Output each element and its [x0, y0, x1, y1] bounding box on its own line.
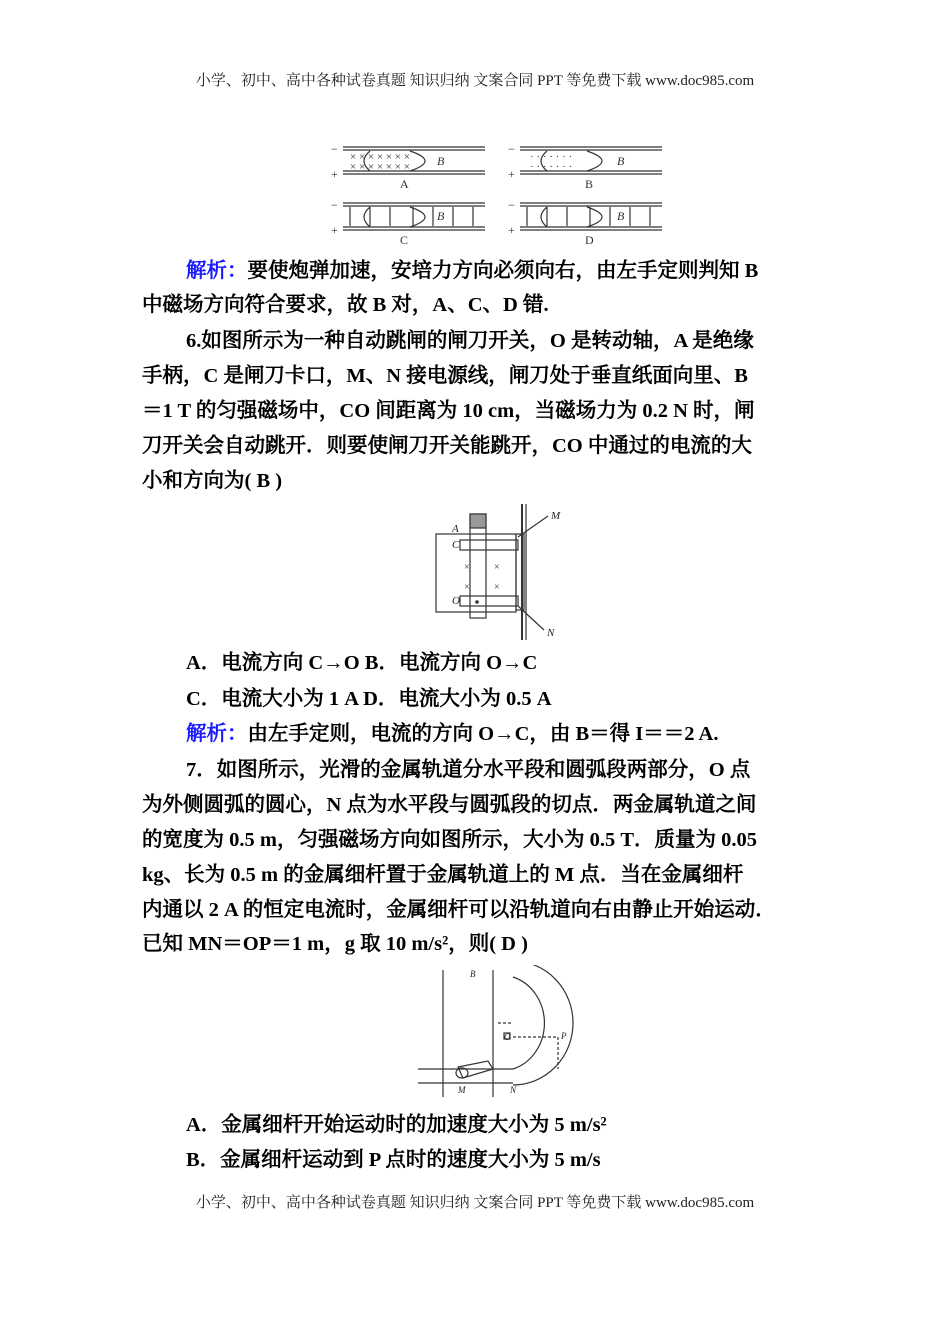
- svg-text:B: B: [437, 154, 445, 168]
- svg-text:× × × × × × ×: × × × × × × ×: [350, 161, 410, 173]
- question-line: 的宽度为 0.5 m，匀强磁场方向如图所示，大小为 0.5 T．质量为 0.05: [142, 829, 757, 851]
- svg-text:×: ×: [494, 582, 500, 593]
- question-line: 小和方向为( B ): [142, 470, 283, 492]
- page-footer: 小学、初中、高中各种试卷真题 知识归纳 文案合同 PPT 等免费下载 www.doc985.com: [195, 1195, 755, 1211]
- page-header: 小学、初中、高中各种试卷真题 知识归纳 文案合同 PPT 等免费下载 www.doc985.com: [195, 73, 755, 89]
- figure-knife-switch: [430, 502, 570, 642]
- question-line: ＝1 T 的匀强磁场中，CO 间距离为 10 cm，当磁场力为 0.2 N 时，闸: [142, 400, 755, 422]
- svg-text:B: B: [617, 154, 625, 168]
- question-line: kg、长为 0.5 m 的金属细杆置于金属轨道上的 M 点．当在金属细杆: [142, 864, 744, 886]
- svg-text:A: A: [400, 177, 409, 191]
- analysis-label: 解析：: [186, 723, 248, 745]
- svg-text:D: D: [585, 233, 594, 247]
- svg-text:B: B: [437, 209, 445, 223]
- option-line: B．金属细杆运动到 P 点时的速度大小为 5 m/s: [186, 1149, 601, 1171]
- option-line: A．金属细杆开始运动时的加速度大小为 5 m/s²: [186, 1114, 607, 1136]
- svg-text:+: +: [508, 223, 515, 237]
- svg-text:O: O: [504, 1032, 511, 1042]
- analysis-label: 解析：: [186, 260, 248, 282]
- svg-text:×: ×: [464, 582, 470, 593]
- svg-text:+: +: [331, 223, 338, 237]
- question-line: 为外侧圆弧的圆心，N 点为水平段与圆弧段的切点．两金属轨道之间: [142, 794, 757, 816]
- figure-rail-options: [325, 140, 665, 250]
- option-line: A．电流方向 C→O B．电流方向 O→C: [186, 652, 538, 674]
- question-line: 内通以 2 A 的恒定电流时，金属细杆可以沿轨道向右由静止开始运动．: [142, 899, 776, 921]
- svg-text:· · · · · · ·: · · · · · · ·: [530, 161, 573, 173]
- question-line: 刀开关会自动跳开．则要使闸刀开关能跳开，CO 中通过的电流的大: [142, 435, 752, 457]
- svg-text:· · · · · · ·: · · · · · · ·: [530, 151, 573, 163]
- svg-text:×: ×: [494, 562, 500, 573]
- option-line: C．电流大小为 1 A D．电流大小为 0.5 A: [186, 688, 552, 710]
- question-line: 7．如图所示，光滑的金属轨道分水平段和圆弧段两部分，O 点: [186, 759, 751, 781]
- figure-curved-rail: [418, 965, 588, 1100]
- svg-text:−: −: [508, 198, 515, 212]
- svg-text:P: P: [561, 1031, 567, 1041]
- svg-text:−: −: [508, 142, 515, 156]
- analysis-line: 解析：由左手定则，电流的方向 O→C，由 B＝得 I＝＝2 A.: [186, 723, 719, 745]
- svg-text:A: A: [452, 523, 459, 535]
- svg-text:M: M: [458, 1085, 466, 1095]
- svg-text:B: B: [617, 209, 625, 223]
- svg-text:O: O: [452, 595, 460, 607]
- svg-text:+: +: [331, 167, 338, 181]
- question-line: 手柄，C 是闸刀卡口，M、N 接电源线，闸刀处于垂直纸面向里、B: [142, 365, 748, 387]
- svg-text:B: B: [585, 177, 594, 191]
- svg-text:N: N: [510, 1085, 517, 1095]
- analysis-line: 中磁场方向符合要求，故 B 对，A、C、D 错.: [142, 294, 549, 316]
- svg-text:−: −: [331, 142, 338, 156]
- question-line: 6.如图所示为一种自动跳闸的闸刀开关，O 是转动轴，A 是绝缘: [186, 330, 754, 352]
- svg-text:B: B: [470, 969, 476, 979]
- svg-text:+: +: [508, 167, 515, 181]
- question-line: 已知 MN＝OP＝1 m，g 取 10 m/s²，则( D ): [142, 933, 528, 955]
- svg-text:×: ×: [464, 562, 470, 573]
- svg-text:C: C: [400, 233, 409, 247]
- svg-text:−: −: [331, 198, 338, 212]
- svg-text:N: N: [547, 627, 555, 639]
- analysis-line: 解析：要使炮弹加速，安培力方向必须向右，由左手定则判知 B: [186, 260, 759, 282]
- svg-text:× × × × × × ×: × × × × × × ×: [350, 151, 410, 163]
- svg-text:M: M: [551, 510, 561, 522]
- svg-text:C: C: [452, 539, 460, 551]
